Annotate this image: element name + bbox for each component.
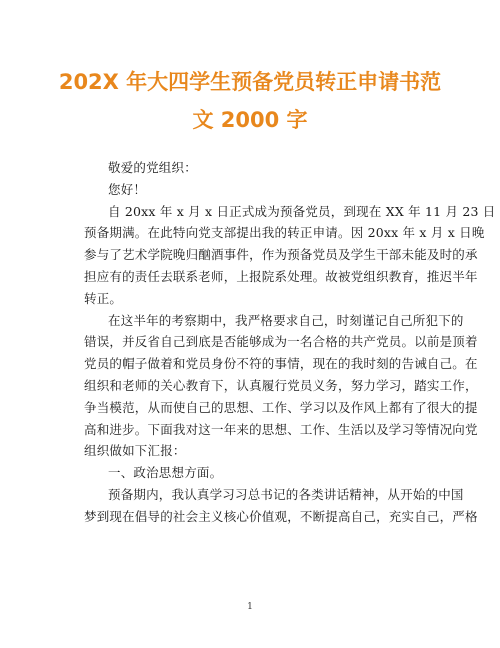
document-title-line-2: 文 2000 字 [192,108,308,132]
paragraph-line: 预备期内，我认真学习习总书记的各类讲话精神，从开始的中国 [108,486,464,502]
paragraph-line: 梦到现在倡导的社会主义核心价值观，不断提高自己，充实自己，严格 [84,508,478,524]
paragraph-line: 争当模范，从而使自己的思想、工作、学习以及作风上都有了很大的提 [84,399,478,415]
paragraph-line: 组织和老师的关心教育下，认真履行党员义务，努力学习，踏实工作， [84,377,478,393]
document-body [84,157,496,528]
salutation: 敬爱的党组织： [108,160,197,175]
paragraph-line: 错误，并反省自己到底是否能够成为一名合格的共产党员。以前是顶着 [84,334,478,350]
paragraph-line: 党员的帽子做着和党员身份不符的事情，现在的我时刻的告诫自己。在 [84,356,478,372]
paragraph-line: 高和进步。下面我对这一年来的思想、工作、生活以及学习等情况向党 [84,421,478,437]
paragraph-line: 参与了艺术学院晚归酗酒事件，作为预备党员及学生干部未能及时的承 [84,247,478,263]
paragraph-line: 担应有的责任去联系老师，上报院系处理。故被党组织教育，推迟半年 [84,268,478,284]
paragraph-line: 在这半年的考察期中，我严格要求自己，时刻谨记自己所犯下的 [108,312,464,328]
paragraph-line: 预备期满。在此特向党支部提出我的转正申请。因 20xx 年 x 月 x 日晚 [84,225,485,241]
section-heading: 一、政治思想方面。 [108,465,223,481]
greeting: 您好！ [108,181,147,197]
document-title-line-1: 202X 年大四学生预备党员转正申请书范 [58,70,442,94]
paragraph-line: 组织做如下汇报： [84,443,186,459]
paragraph-line: 转正。 [84,290,123,306]
page-number: 1 [247,602,253,612]
paragraph-line: 自 20xx 年 x 月 x 日正式成为预备党员，到现在 XX 年 11 月 23 日 [108,203,496,219]
